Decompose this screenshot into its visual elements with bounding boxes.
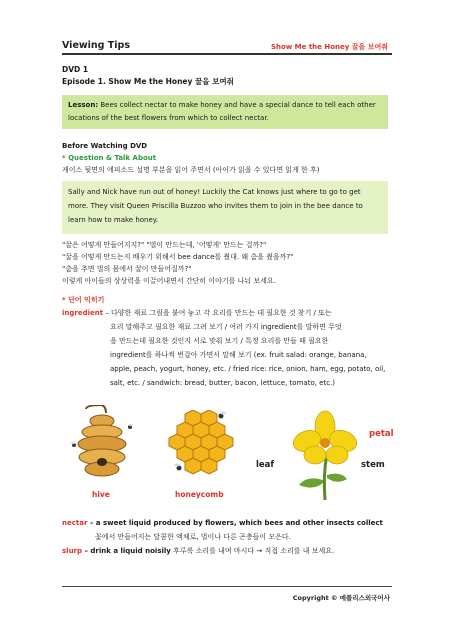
slurp-term: slurp <box>62 547 83 555</box>
honeycomb-caption: honeycomb <box>175 490 224 499</box>
before-intro: 케이스 뒷면의 에피소드 설명 부분을 읽어 주면서 (아이가 읽을 수 있다면 읽게 한 후) <box>62 166 320 174</box>
question-2: "꿀을 어떻게 만드는지 배우기 위해서 bee dance를 췄대. 왜 춤을 췄을까?" <box>62 253 294 261</box>
ingredient-line-2: 요리 말해주고 필요한 재료 그려 보기 / 여러 가지 ingredient를 말하면 무엇 <box>110 323 342 331</box>
lesson-label: Lesson: <box>68 101 99 109</box>
before-heading: Before Watching DVD <box>62 142 148 150</box>
ingredient-line-4: ingredient를 하나씩 번갈아 가면서 말해 보기 (ex. fruit salad: orange, banana, <box>110 351 367 359</box>
synopsis-line-2: more. They visit Queen Priscilla Buzzoo who invites them to join in the bee dance to <box>68 202 363 210</box>
flower-illustration <box>285 405 365 505</box>
page-header-episode: Show Me the Honey 꿀을 보여줘 <box>270 43 388 51</box>
lesson-text-1: Bees collect nectar to make honey and have a special dance to tell each other <box>100 101 376 109</box>
question-3: "춤을 추면 벌의 몸에서 꿀이 만들어질까?" <box>62 265 192 273</box>
ingredient-dash: – <box>103 309 112 317</box>
nectar-korean: 꽃에서 만들어지는 달콤한 액체로, 벌이나 다른 곤충들이 모은다. <box>95 533 291 541</box>
header-divider <box>62 53 392 55</box>
slurp-def: – drink a liquid noisily <box>82 547 171 555</box>
slurp-korean: 후루룩 소리를 내며 마시다 → 직접 소리를 내 보세요. <box>170 547 335 555</box>
dvd-label: DVD 1 <box>62 65 89 74</box>
leaf-label: leaf <box>256 460 275 470</box>
ingredient-text-1: 다양한 재료 그림을 붙여 놓고 각 요리를 만드는 데 필요한 것 찾기 / 또는 <box>111 309 332 317</box>
hive-illustration <box>62 405 142 485</box>
question-1: "꿀은 어떻게 만들어지지?" "벌이 만드는데, '어떻게' 만드는 걸까?" <box>62 241 267 249</box>
ingredient-line-6: salt, etc. / sandwich: bread, butter, bacon, lettuce, tomato, etc.) <box>110 379 336 387</box>
vocab-heading: * 단어 익히기 <box>62 296 105 304</box>
question-4: 이렇게 아이들의 상상력을 이끌어내면서 간단히 이야기를 나눠 보세요. <box>62 277 276 285</box>
nectar-definition <box>62 517 383 529</box>
ingredient-line-1 <box>62 307 332 319</box>
qa-heading: * Question & Talk About <box>62 154 157 162</box>
footer-copyright: Copyright © 예플리스외국어사 <box>292 594 390 602</box>
nectar-def: – a sweet liquid produced by flowers, which bees and other insects collect <box>87 519 383 527</box>
synopsis-box <box>62 181 388 234</box>
lesson-box <box>62 95 388 129</box>
nectar-term: nectar <box>62 519 88 527</box>
stem-label: stem <box>361 460 385 470</box>
lesson-line-1 <box>68 99 386 111</box>
slurp-definition <box>62 545 334 557</box>
page-header-title: Viewing Tips <box>62 40 130 51</box>
hive-caption: hive <box>92 490 110 499</box>
synopsis-line-3: learn how to make honey. <box>68 216 159 224</box>
footer-divider <box>62 586 392 587</box>
honeycomb-illustration <box>165 410 235 486</box>
synopsis-line-1: Sally and Nick have run out of honey! Luckily the Cat knows just where to go to get <box>68 188 361 196</box>
episode-title: Episode 1. Show Me the Honey 꿀을 보여줘 <box>62 77 234 86</box>
ingredient-line-5: apple, peach, yogurt, honey, etc. / fried rice: rice, onion, ham, egg, potato, oil, <box>110 365 386 373</box>
lesson-text-2: locations of the best flowers from which to collect nectar. <box>68 114 269 122</box>
ingredient-line-3: 을 만드는데 필요한 것인지 서로 맞춰 보기 / 특정 요리를 만들 때 필요한 <box>110 337 329 345</box>
ingredient-term: ingredient <box>62 309 104 317</box>
petal-label: petal <box>369 429 394 439</box>
